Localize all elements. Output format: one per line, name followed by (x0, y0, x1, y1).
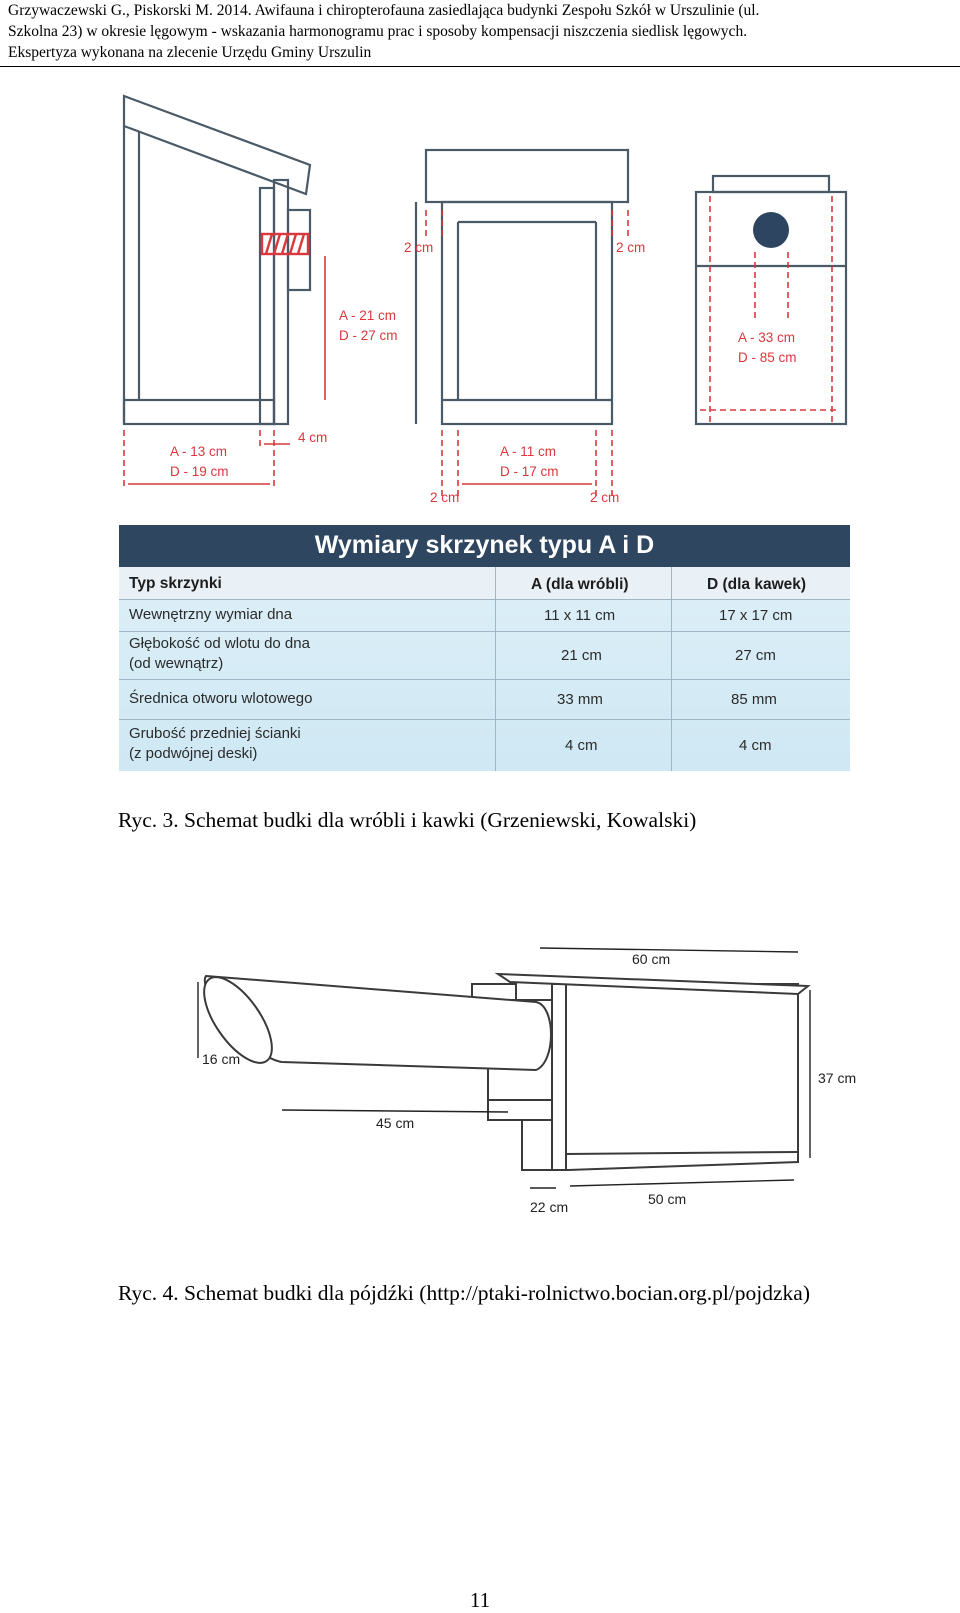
row-4-d: 4 cm (739, 737, 772, 754)
header-line-3: Ekspertyza wykonana na zlecenie Urzędu Gminy Urszulin (8, 44, 372, 61)
owl-width-label: 60 cm (632, 951, 671, 967)
row-4-label-line-2: (z podwójnej deski) (129, 745, 258, 762)
row-3-label: Średnica otworu wlotowego (129, 690, 313, 707)
dimensions-table (119, 525, 850, 771)
front-2cm-left: 2 cm (404, 240, 434, 255)
hole-a: A - 33 cm (738, 330, 796, 345)
front-2cm-right: 2 cm (616, 240, 646, 255)
front-view-walls (442, 202, 612, 424)
owl-entrance-label: 22 cm (530, 1199, 569, 1215)
side-depth-d: D - 27 cm (339, 328, 398, 343)
figure-3-caption: Ryc. 3. Schemat budki dla wróbli i kawki (Grzeniewski, Kowalski) (118, 808, 697, 832)
table-divider (671, 567, 672, 771)
hole-d: D - 85 cm (738, 350, 797, 365)
header-d: D (dla kawek) (707, 576, 807, 593)
owl-tube-length-label: 45 cm (376, 1115, 415, 1131)
table-title: Wymiary skrzynek typu A i D (119, 525, 850, 567)
side-view-front-board (260, 188, 274, 424)
front-view-roof (426, 150, 628, 202)
side-floor-a: A - 13 cm (170, 444, 228, 459)
side-floor-d: D - 19 cm (170, 464, 229, 479)
table-divider (119, 631, 850, 632)
table-divider (119, 719, 850, 720)
header-type: Typ skrzynki (129, 575, 222, 592)
table-divider (119, 679, 850, 680)
row-1-label: Wewnętrzny wymiar dna (129, 606, 293, 623)
row-2-label-line-2: (od wewnątrz) (129, 655, 224, 672)
owl-depth-label: 50 cm (648, 1191, 687, 1207)
header-line-2: Szkolna 23) w okresie lęgowym - wskazania harmonogramu prac i sposoby kompensacji niszczenia siedlisk lęgowych. (8, 23, 748, 40)
side-view-floor (124, 400, 274, 424)
figure-4-drawing (0, 930, 960, 1230)
figure-4-caption: Ryc. 4. Schemat budki dla pójdźki (http://ptaki-rolnictwo.bocian.org.pl/pojdzka) (118, 1281, 810, 1305)
figure-3-drawing (0, 0, 960, 520)
owl-tube-diameter-label: 16 cm (202, 1051, 241, 1067)
front-floor-a: A - 11 cm (500, 444, 557, 459)
row-1-d: 17 x 17 cm (719, 607, 793, 624)
bottom-2cm-right: 2 cm (590, 490, 620, 505)
header-a: A (dla wróbli) (531, 576, 629, 593)
row-3-d: 85 mm (731, 691, 777, 708)
side-view-entrance-hatch (262, 234, 308, 254)
table-divider (119, 599, 850, 600)
back-view-entrance-hole (753, 212, 789, 248)
row-2-d: 27 cm (735, 647, 776, 664)
row-4-label-line-1: Grubość przedniej ścianki (129, 725, 301, 742)
side-depth-a: A - 21 cm (339, 308, 397, 323)
table-divider (495, 567, 496, 771)
row-2-label-line-1: Głębokość od wlotu do dna (129, 635, 310, 652)
owl-box-body (552, 984, 798, 1170)
owl-height-label: 37 cm (818, 1070, 857, 1086)
row-3-a: 33 mm (557, 691, 603, 708)
row-4-a: 4 cm (565, 737, 598, 754)
row-1-a: 11 x 11 cm (544, 607, 616, 624)
front-floor-d: D - 17 cm (500, 464, 559, 479)
bottom-2cm-left: 2 cm (430, 490, 460, 505)
row-2-a: 21 cm (561, 647, 602, 664)
header-line-1: Grzywaczewski G., Piskorski M. 2014. Awifauna i chiropterofauna zasiedlająca budynki Zespołu Szkół w Urszulinie (ul. (8, 2, 760, 19)
page-number: 11 (469, 1588, 491, 1612)
front-wall-thickness: 4 cm (298, 430, 328, 445)
